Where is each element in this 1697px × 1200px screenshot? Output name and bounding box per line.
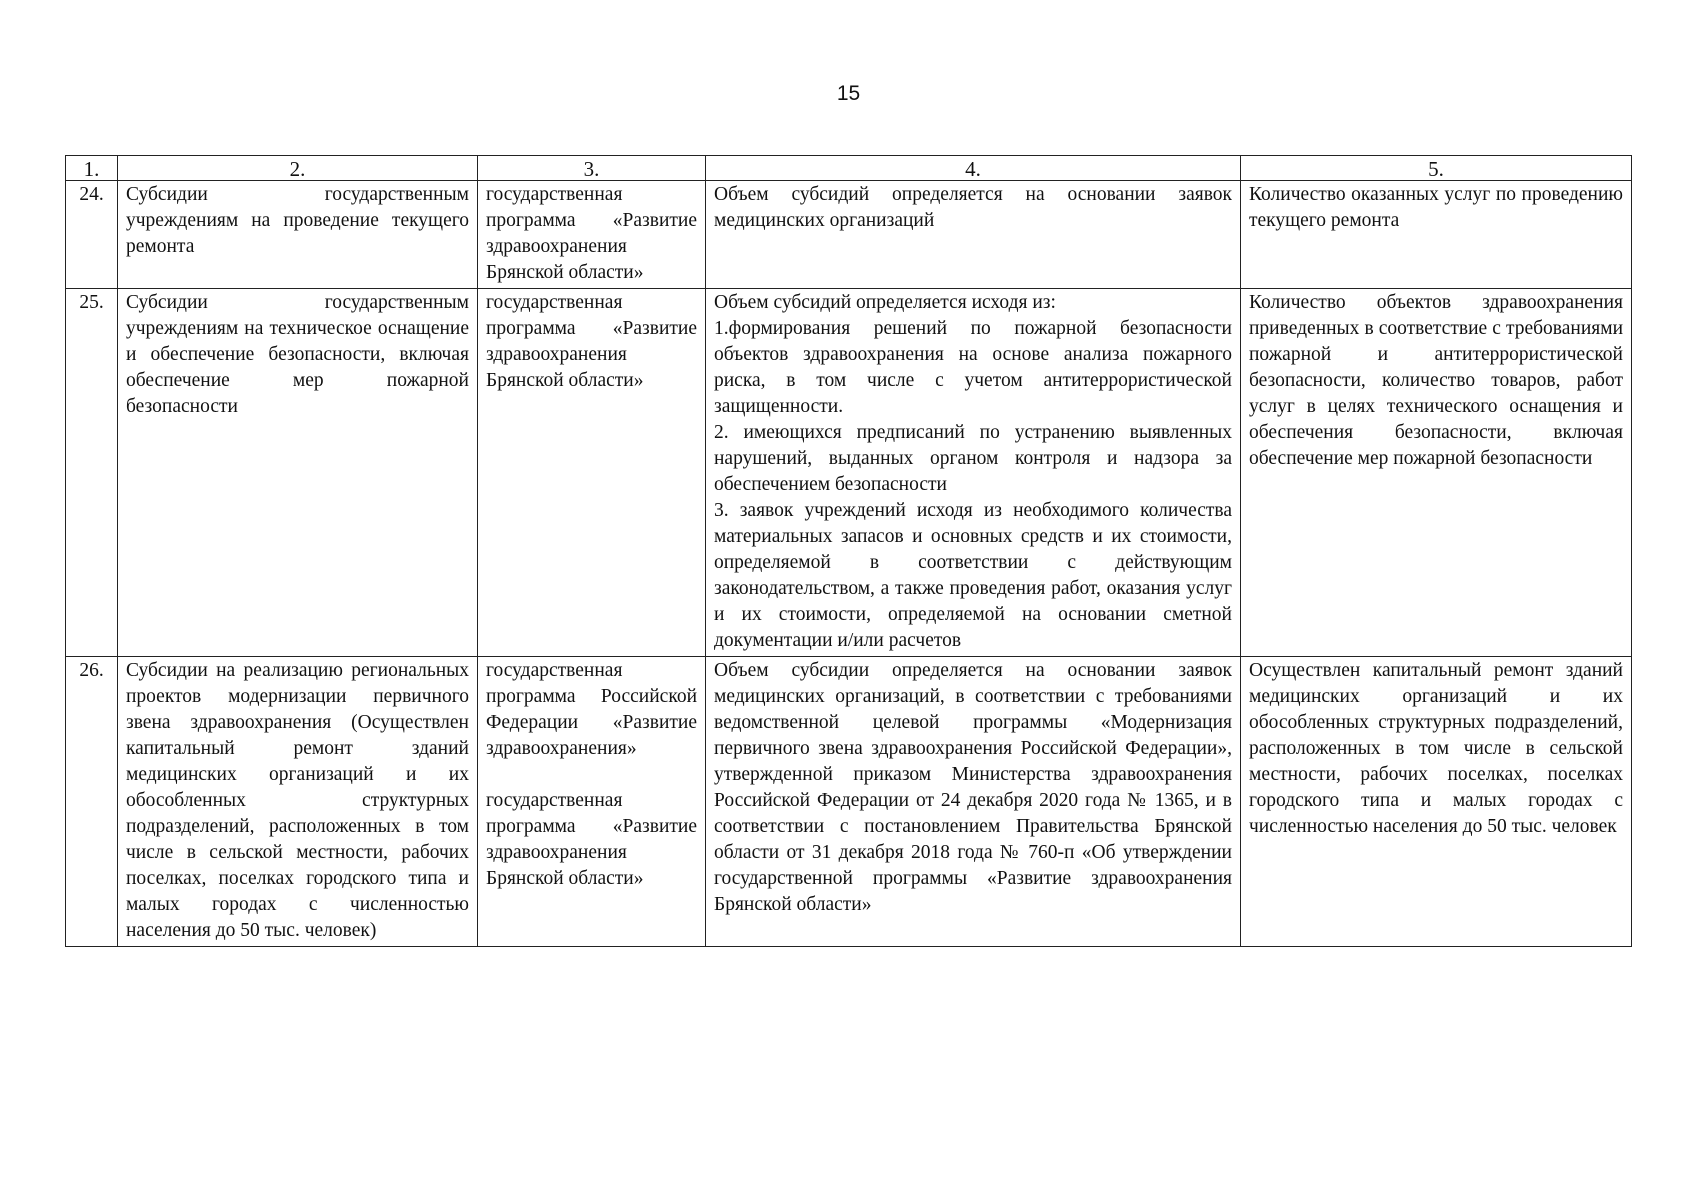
subsidy-table — [65, 155, 1632, 947]
page-number: 15 — [836, 82, 861, 105]
paragraph-gap — [486, 762, 697, 788]
program-cell — [478, 657, 706, 947]
program-paragraph: государственная программа «Развитие здравоохранения Брянской области» — [486, 790, 697, 889]
program-cell: государственная программа «Развитие здравоохранения Брянской области» — [478, 289, 706, 657]
result-cell: Осуществлен капитальный ремонт зданий медицинских организаций и их обособленных структурных подразделений, расположенных в том числе в сельской местности, рабочих поселках, поселках городского типа и малых городах с численностью населения до 50 тыс. человек — [1241, 657, 1632, 947]
volume-cell — [706, 289, 1241, 657]
column-header-1: 1. — [66, 156, 118, 181]
column-header-5: 5. — [1241, 156, 1632, 181]
table-row — [66, 289, 1632, 657]
table-row — [66, 181, 1632, 289]
subsidy-name-cell: Субсидии на реализацию региональных проектов модернизации первичного звена здравоохранения (Осуществлен капитальный ремонт зданий медицинских организаций и их обособленных структурных подразделений, расположенных в том числе в сельской местности, рабочих поселках, поселках городского типа и малых городах с численностью населения до 50 тыс. человек) — [118, 657, 478, 947]
program-cell: государственная программа «Развитие здравоохранения Брянской области» — [478, 181, 706, 289]
volume-paragraph: 1.формирования решений по пожарной безопасности объектов здравоохранения на основе анализа пожарного риска, в том числе с учетом антитеррористической защищенности. — [714, 318, 1232, 417]
volume-paragraph: Объем субсидий определяется на основании заявок медицинских организаций — [714, 184, 1232, 231]
volume-paragraph: 2. имеющихся предписаний по устранению выявленных нарушений, выданных органом контроля и надзора за обеспечением безопасности — [714, 422, 1232, 495]
row-number: 26. — [66, 657, 118, 947]
result-cell: Количество оказанных услуг по проведению текущего ремонта — [1241, 181, 1632, 289]
volume-cell — [706, 181, 1241, 289]
column-header-3: 3. — [478, 156, 706, 181]
program-paragraph: государственная программа Российской Федерации «Развитие здравоохранения» — [486, 660, 697, 759]
volume-cell — [706, 657, 1241, 947]
table-header-row — [66, 156, 1632, 181]
row-number: 25. — [66, 289, 118, 657]
result-cell: Количество объектов здравоохранения приведенных в соответствие с требованиями пожарной и антитеррористической безопасности, количество товаров, работ услуг в целях технического оснащения и обеспечения безопасности, включая обеспечение мер пожарной безопасности — [1241, 289, 1632, 657]
subsidy-name-cell: Субсидии государственным учреждениям на проведение текущего ремонта — [118, 181, 478, 289]
volume-paragraph: Объем субсидии определяется на основании заявок медицинских организаций, в соответствии с требованиями ведомственной целевой программы «Модернизация первичного звена здравоохранения Российской Федерации», утвержденной приказом Министерства здравоохранения Российской Федерации от 24 декабря 2020 года № 1365, и в соответствии с постановлением Правительства Брянской области от 31 декабря 2018 года № 760-п «Об утверждении государственной программы «Развитие здравоохранения Брянской области» — [714, 660, 1232, 915]
column-header-4: 4. — [706, 156, 1241, 181]
subsidy-name-cell: Субсидии государственным учреждениям на техническое оснащение и обеспечение безопасности, включая обеспечение мер пожарной безопасности — [118, 289, 478, 657]
row-number: 24. — [66, 181, 118, 289]
volume-paragraph: Объем субсидий определяется исходя из: — [714, 292, 1056, 313]
table-row — [66, 657, 1632, 947]
volume-paragraph: 3. заявок учреждений исходя из необходимого количества материальных запасов и основных средств и их стоимости, определяемой в соответствии с действующим законодательством, а также проведения работ, оказания услуг и их стоимости, определяемой на основании сметной документации и/или расчетов — [714, 500, 1232, 651]
column-header-2: 2. — [118, 156, 478, 181]
